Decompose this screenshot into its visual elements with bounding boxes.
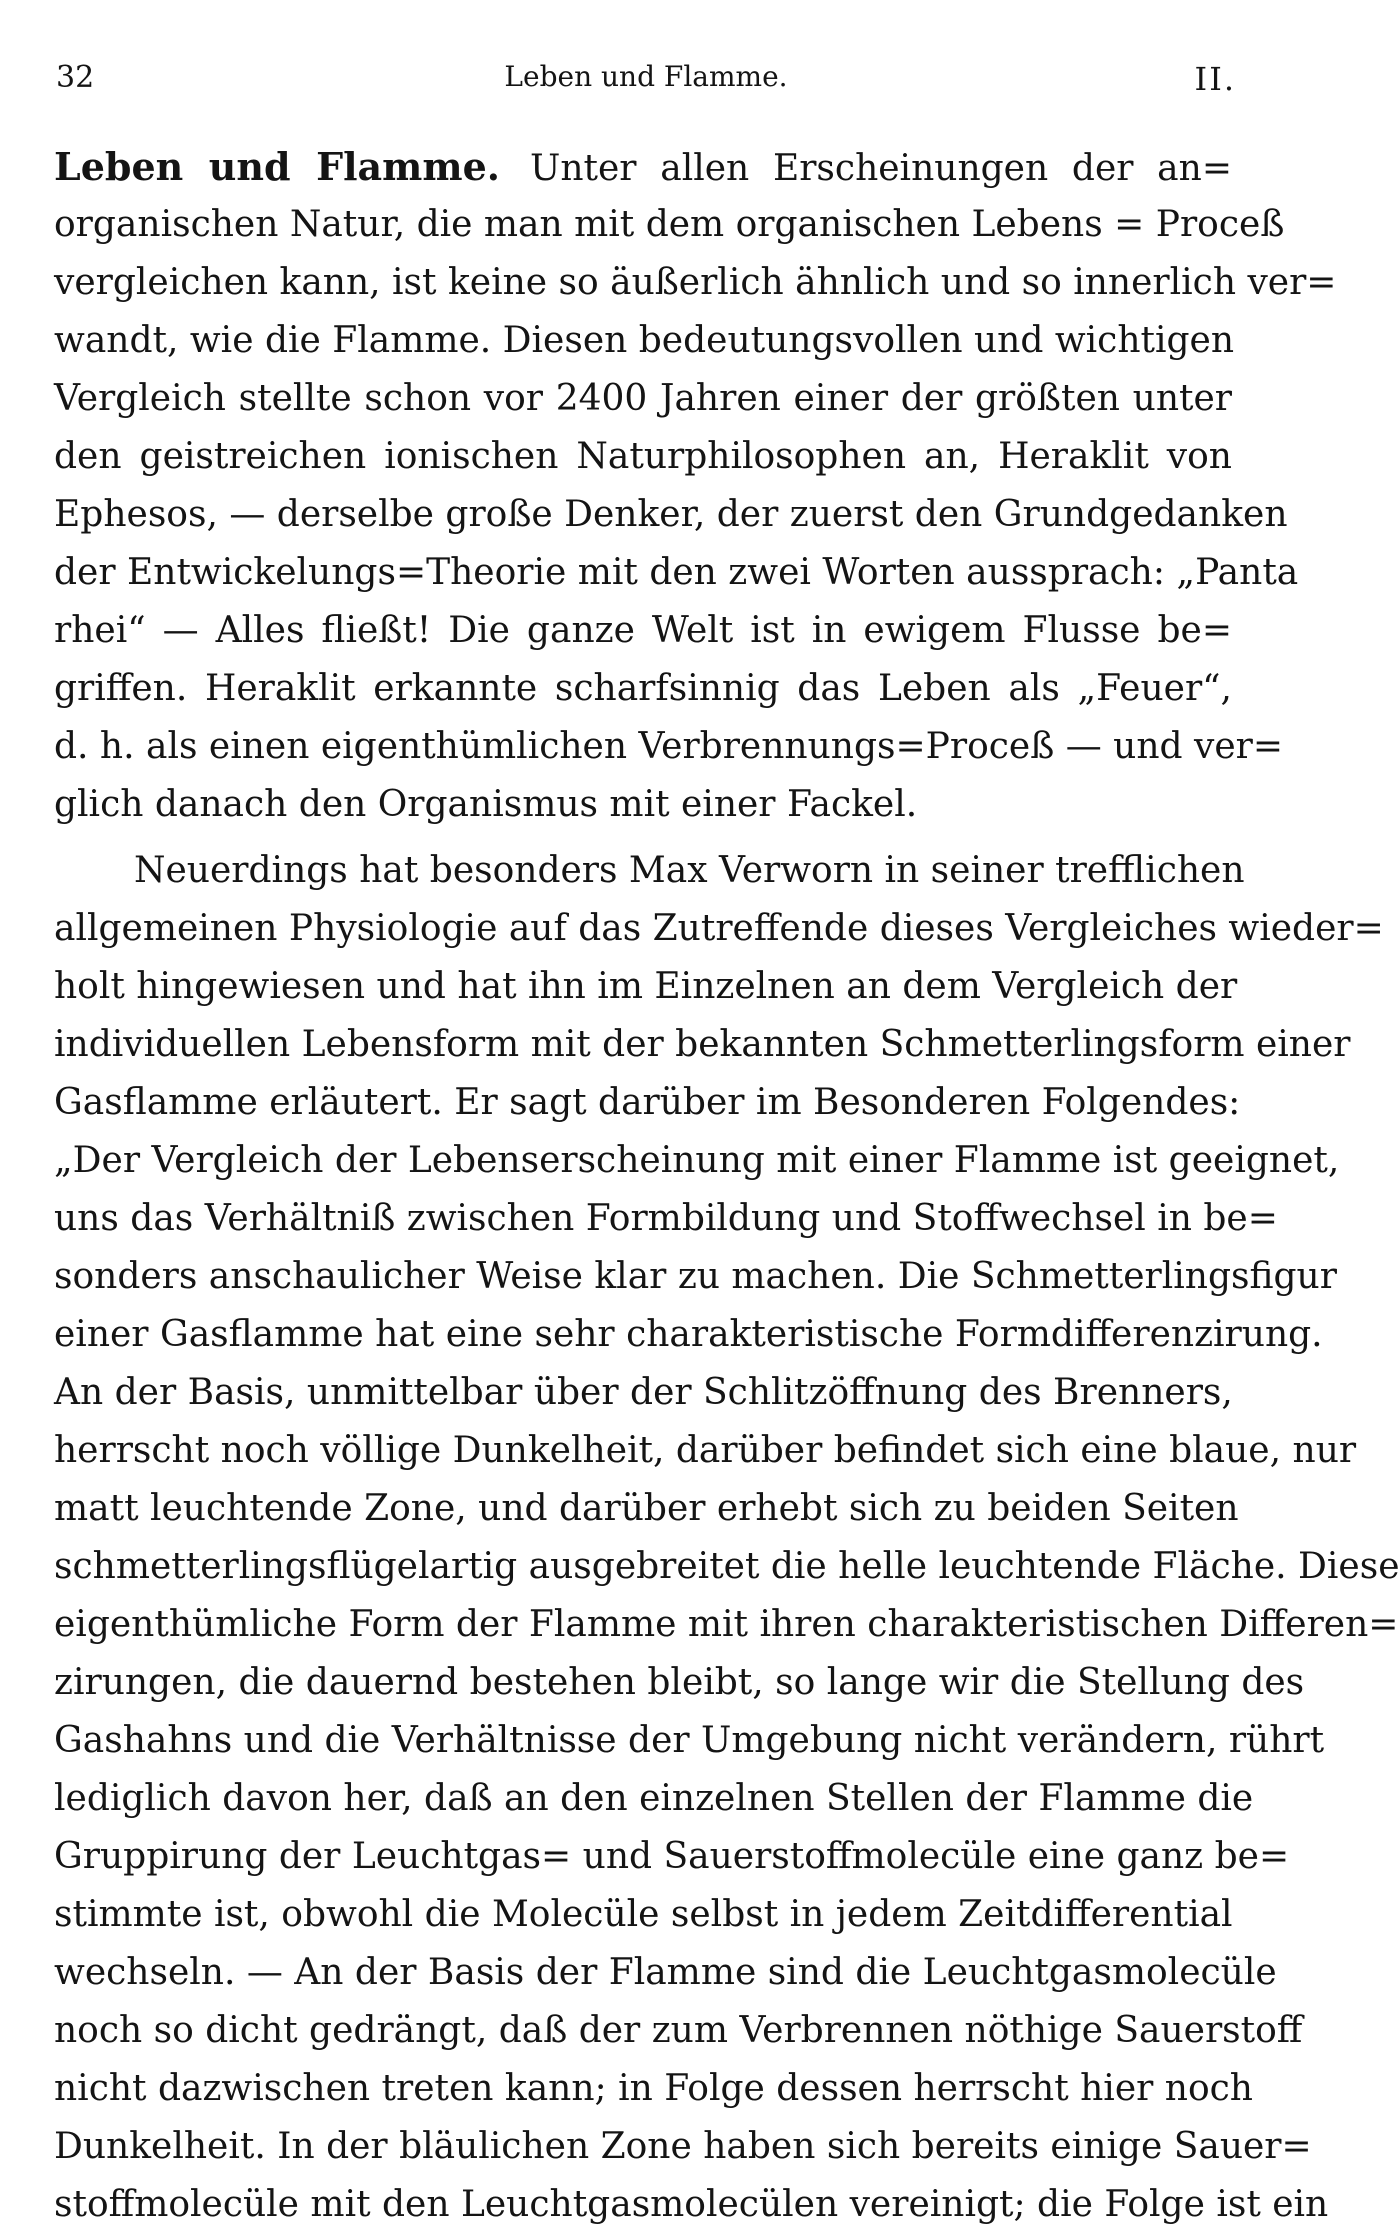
text-line: Neuerdings hat besonders Max Verworn in seiner trefflichen (134, 850, 1245, 891)
text-line: zirungen, die dauernd bestehen bleibt, so lange wir die Stellung des (54, 1662, 1305, 1703)
text-line: „Der Vergleich der Lebenserscheinung mit einer Flamme ist geeignet, (54, 1140, 1340, 1181)
text-line: glich danach den Organismus mit einer Fackel. (54, 784, 918, 825)
text-line: d. h. als einen eigenthümlichen Verbrennungs=Proceß — und ver= (54, 726, 1284, 767)
page-number: 32 (56, 60, 95, 95)
running-title: Leben und Flamme. (504, 60, 788, 93)
text-line: der Entwickelungs=Theorie mit den zwei Worten aussprach: „Panta (54, 552, 1299, 593)
text-line: Dunkelheit. In der bläulichen Zone haben sich bereits einige Sauer= (54, 2126, 1312, 2167)
section-headword: Leben und Flamme. (54, 144, 500, 189)
text-line: uns das Verhältniß zwischen Formbildung und Stoffwechsel in be= (54, 1198, 1278, 1239)
text-line: Gashahns und die Verhältnisse der Umgebung nicht verändern, rührt (54, 1720, 1325, 1761)
text-line: stimmte ist, obwohl die Molecüle selbst in jedem Zeitdifferential (54, 1894, 1233, 1935)
text-line: matt leuchtende Zone, und darüber erhebt sich zu beiden Seiten (54, 1488, 1239, 1529)
text-line: An der Basis, unmittelbar über der Schlitzöffnung des Brenners, (54, 1372, 1233, 1413)
text-line: Gasflamme erläutert. Er sagt darüber im Besonderen Folgendes: (54, 1082, 1241, 1123)
text-line: Vergleich stellte schon vor 2400 Jahren einer der größten unter (54, 378, 1232, 419)
text-line: wandt, wie die Flamme. Diesen bedeutungsvollen und wichtigen (54, 320, 1235, 361)
text-line: holt hingewiesen und hat ihn im Einzelnen an dem Vergleich der (54, 966, 1238, 1007)
text-line: individuellen Lebensform mit der bekannten Schmetterlingsform einer (54, 1024, 1351, 1065)
text-line: rhei“ — Alles fließt! Die ganze Welt ist in ewigem Flusse be= (54, 610, 1232, 651)
text-line: stoffmolecüle mit den Leuchtgasmolecülen vereinigt; die Folge ist ein (54, 2184, 1329, 2225)
page-body (54, 138, 1400, 2234)
text-line: organischen Natur, die man mit dem organischen Lebens = Proceß (54, 204, 1285, 245)
page-header (56, 60, 1236, 110)
text-line: herrscht noch völlige Dunkelheit, darüber befindet sich eine blaue, nur (54, 1430, 1357, 1471)
text-line: eigenthümliche Form der Flamme mit ihren charakteristischen Differen= (54, 1604, 1399, 1645)
paragraph-gap (54, 834, 1232, 842)
text-line: Gruppirung der Leuchtgas= und Sauerstoffmolecüle eine ganz be= (54, 1836, 1290, 1877)
text-line: vergleichen kann, ist keine so äußerlich ähnlich und so innerlich ver= (54, 262, 1337, 303)
text-line: den geistreichen ionischen Naturphilosophen an, Heraklit von (54, 436, 1232, 477)
text-line: Ephesos, — derselbe große Denker, der zuerst den Grundgedanken (54, 494, 1288, 535)
text-line: griffen. Heraklit erkannte scharfsinnig das Leben als „Feuer“, (54, 668, 1232, 709)
text-line: Leben und Flamme. Unter allen Erscheinungen der an= (54, 144, 1232, 189)
text-line: schmetterlingsflügelartig ausgebreitet die helle leuchtende Fläche. Diese (54, 1546, 1400, 1587)
text-line: nicht dazwischen treten kann; in Folge dessen herrscht hier noch (54, 2068, 1253, 2109)
text-line: lediglich davon her, daß an den einzelnen Stellen der Flamme die (54, 1778, 1254, 1819)
text-line: noch so dicht gedrängt, daß der zum Verbrennen nöthige Sauerstoff (54, 2010, 1303, 2051)
text-line: einer Gasflamme hat eine sehr charakteristische Formdifferenzirung. (54, 1314, 1323, 1355)
chapter-number: II. (1194, 60, 1236, 98)
text-line: allgemeinen Physiologie auf das Zutreffende dieses Vergleiches wieder= (54, 908, 1384, 949)
text-line: sonders anschaulicher Weise klar zu machen. Die Schmetterlingsfigur (54, 1256, 1337, 1297)
text-line: wechseln. — An der Basis der Flamme sind die Leuchtgasmolecüle (54, 1952, 1277, 1993)
